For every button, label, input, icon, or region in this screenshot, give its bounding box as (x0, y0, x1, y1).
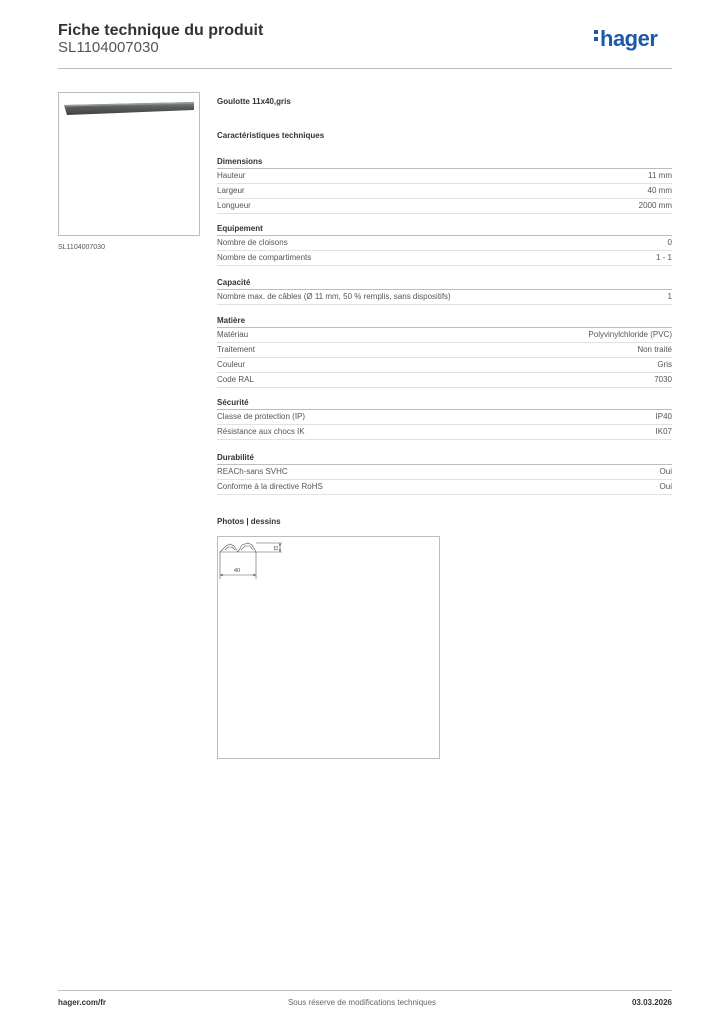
spec-label: Résistance aux chocs IK (217, 427, 305, 436)
spec-row (217, 358, 672, 373)
footer-divider (58, 990, 672, 991)
spec-label: Largeur (217, 186, 245, 195)
spec-value: Oui (659, 467, 672, 476)
spec-row (217, 373, 672, 388)
dim-height-label: 11 (272, 545, 278, 551)
cable-trunking-icon (64, 101, 194, 115)
spec-label: Nombre de cloisons (217, 238, 288, 247)
technical-drawing (217, 536, 440, 759)
spec-label: Traitement (217, 345, 255, 354)
spec-row (217, 425, 672, 440)
spec-row (217, 236, 672, 251)
spec-label: Matériau (217, 330, 249, 339)
logo-text: hager (600, 26, 658, 51)
spec-label: Nombre de compartiments (217, 253, 312, 262)
spec-value: Non traité (637, 345, 672, 354)
spec-value: 2000 mm (638, 201, 672, 210)
spec-value: 1 - 1 (655, 253, 672, 262)
dim-width-label: 40 (234, 568, 241, 574)
spec-row (217, 410, 672, 425)
document-date: 03.03.2026 (631, 998, 672, 1007)
spec-value: 7030 (654, 375, 672, 384)
website-link[interactable]: hager.com/fr (58, 998, 107, 1007)
spec-label: REACh-sans SVHC (217, 467, 288, 476)
spec-value: Polyvinylchloride (PVC) (588, 330, 672, 339)
spec-row (217, 343, 672, 358)
section-material (217, 315, 672, 388)
spec-row (217, 465, 672, 480)
section-title: Matière (217, 315, 672, 328)
spec-row (217, 199, 672, 214)
spec-row (217, 184, 672, 199)
product-image (58, 92, 200, 236)
product-reference: SL1104007030 (58, 39, 159, 56)
spec-label: Hauteur (217, 171, 246, 180)
spec-row (217, 251, 672, 266)
spec-row (217, 328, 672, 343)
spec-label: Code RAL (217, 375, 254, 384)
cross-section-drawing-icon (218, 537, 439, 758)
spec-value: 0 (667, 238, 672, 247)
photos-heading: Photos | dessins (217, 517, 281, 526)
spec-value: 40 mm (647, 186, 672, 195)
spec-value: IK07 (655, 427, 672, 436)
logo-dots-icon (594, 27, 599, 44)
section-sustainability (217, 452, 672, 495)
section-equipment (217, 223, 672, 266)
header-divider (58, 68, 672, 69)
spec-value: IP40 (655, 412, 672, 421)
spec-value: Gris (657, 360, 672, 369)
section-title: Capacité (217, 277, 672, 290)
footer-notice: Sous réserve de modifications techniques (287, 998, 437, 1007)
spec-value: 1 (667, 292, 672, 301)
section-title: Dimensions (217, 156, 672, 169)
hager-logo[interactable] (594, 26, 657, 52)
section-title: Sécurité (217, 397, 672, 410)
spec-row (217, 169, 672, 184)
spec-value: 11 mm (648, 171, 672, 180)
spec-label: Classe de protection (IP) (217, 412, 306, 421)
section-capacity (217, 277, 672, 305)
section-safety (217, 397, 672, 440)
page-title: Fiche technique du produit (58, 22, 264, 39)
product-image-caption: SL1104007030 (58, 244, 105, 251)
spec-value: Oui (659, 482, 672, 491)
spec-label: Nombre max. de câbles (Ø 11 mm, 50 % remplis, sans dispositifs) (217, 292, 451, 301)
spec-row (217, 480, 672, 495)
spec-label: Conforme à la directive RoHS (217, 482, 323, 491)
section-dimensions (217, 156, 672, 214)
spec-label: Couleur (217, 360, 246, 369)
section-title: Equipement (217, 223, 672, 236)
section-title: Durabilité (217, 452, 672, 465)
product-name: Goulotte 11x40,gris (217, 97, 291, 106)
spec-row (217, 290, 672, 305)
technical-characteristics-heading: Caractéristiques techniques (217, 131, 325, 140)
spec-label: Longueur (217, 201, 251, 210)
